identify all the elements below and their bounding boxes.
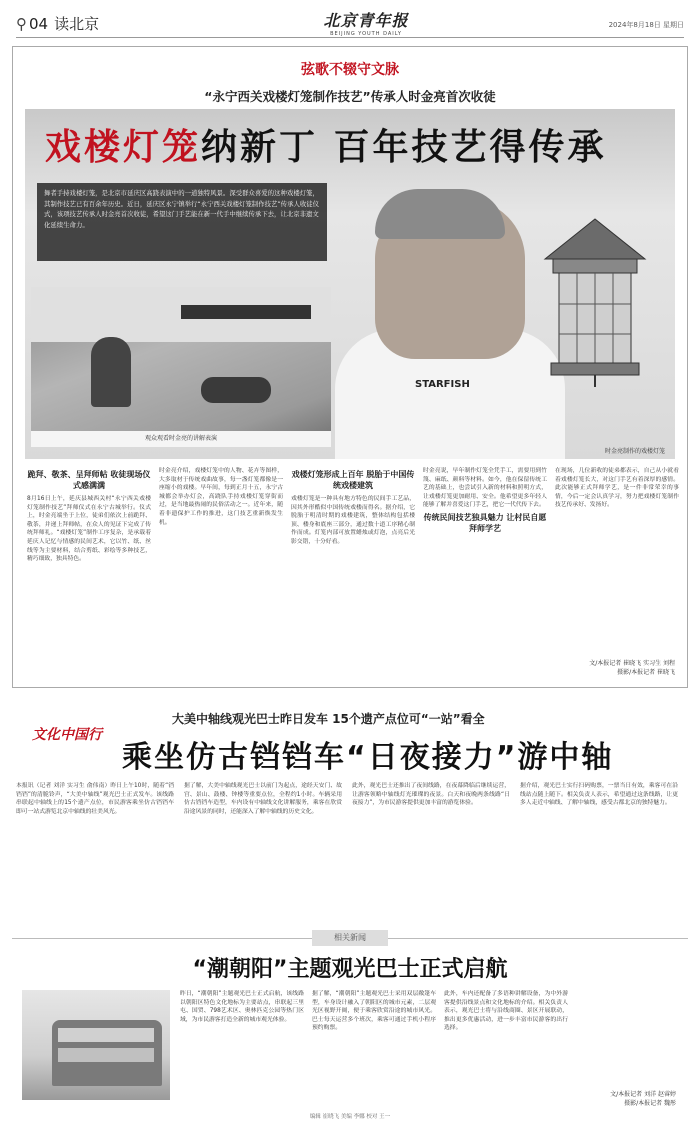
masthead-english: BEIJING YOUTH DAILY [330, 31, 402, 37]
story1-col1-heading: 跪拜、敬茶、呈拜师帖 收徒现场仪式感满满 [27, 470, 151, 490]
related-column-1: 昨日，“潮朝阳”主题观光巴士正式启航，该线路以朝阳区特色文化地标为主要站点，串联起三里屯、国贸、798艺术区、奥林匹克公园等热门区域，为市民游客打造全新的城市观光体验。 [180, 991, 304, 1023]
masthead-title: 北京青年报 [323, 11, 409, 30]
page-footer: 编辑 崔晓飞 美编 李娜 校对 王一 [309, 1114, 391, 1120]
related-title: “潮朝阳”主题观光巴士正式启航 [192, 957, 508, 982]
story1-col1-text: 8月16日上午，延庆县城西关村“永宁西关戏楼灯笼制作技艺”拜师仪式在永宁古城举行。仪式上，时金亮端坐于上位，徒弟们依次上前跪拜、敬茶，并递上拜师帖，在众人的见证下完成了传统拜师礼。“戏楼灯笼”制作工序复杂，是承载着延庆人记忆与情感的民间艺术，它以竹、纸、丝线等为主要材料，结合剪纸、彩绘等多种技艺，精巧细致，独具特色。 [27, 496, 151, 563]
story1-title-rest: 纳新丁 百年技艺得传承 [201, 127, 607, 168]
hero-banner [25, 109, 675, 459]
story2-title: 乘坐仿古铛铛车“日夜接力”游中轴 [122, 740, 614, 775]
story1-column-5 [555, 467, 679, 510]
page-number: 04 [29, 14, 49, 33]
second-story [12, 700, 688, 920]
shirt-text: STARFISH [415, 379, 470, 390]
story1-col2-text: 时金亮介绍，戏楼灯笼中的人物、花卉等图样，大多取材于传统戏曲故事，每一盏灯笼都像是一座缩小的戏楼。早年间，每到正月十五，永宁古城都会举办灯会，高跷队手持戏楼灯笼穿街而过，是当地最热闹的民俗活动之一。近年来，随着非遗保护工作的推进，这门技艺重新焕发生机。 [159, 468, 283, 526]
story2-column-4: 据介绍，观光巴士实行扫码购票，一票当日有效，乘客可在沿线站点随上随下。相关负责人表示，希望通过这条线路，让更多人走近中轴线、了解中轴线，感受古都北京的独特魅力。 [520, 783, 678, 807]
lantern-illustration [535, 209, 655, 389]
story1-col3-heading: 戏楼灯笼形成上百年 脱胎于中国传统戏楼建筑 [291, 470, 415, 490]
page-header [16, 10, 684, 38]
related-news-divider [12, 930, 688, 946]
related-news-tag: 相关新闻 [312, 930, 388, 946]
photo-sightseeing-bus [22, 990, 170, 1100]
related-column-2: 据了解，“潮朝阳”主题观光巴士采用双层敞篷车型，车身设计融入了朝阳区的城市元素，二层观光区视野开阔，便于乘客欣赏沿途的城市风光。巴士每天运营多个班次，乘客可通过手机小程序预约购票。 [312, 991, 436, 1032]
story1-col5-text: 在现场，几位新收的徒弟都表示，自己从小就看着戏楼灯笼长大，对这门手艺有着深厚的感情。此次能够正式拜师学艺，是一件非常荣幸的事情，今后一定会认真学习，努力把戏楼灯笼制作技艺传承好、发扬好。 [555, 468, 679, 509]
photo-left-caption: 观众观看时金亮的讲解表演 [31, 431, 331, 447]
story1-lead: 舞者手持戏楼灯笼，是北京市延庆区高跷表演中的一道独特风景。深受群众喜爱的这种戏楼灯笼，其制作技艺已有百余年历史。近日，延庆区永宁镇举行“永宁西关戏楼灯笼制作技艺”传承人收徒仪式，该项技艺传承人时金亮首次收徒，希望这门手艺能在新一代手中继续传承下去，让北京非遗文化延续生命力。 [37, 183, 327, 261]
story1-kicker: 弦歌不辍守文脉 [301, 62, 399, 78]
related-column-3: 此外，车内还配备了多语种讲解设备，为中外游客提供沿线景点和文化地标的介绍。相关负责人表示，观光巴士将与沿线商圈、景区开展联动，推出更多优惠活动，进一步丰富市民游客的出行选择。 [444, 991, 568, 1032]
story1-title [45, 119, 607, 170]
story1-col4-text: 时金亮说，早年制作灯笼全凭手工，需要用到竹篾、麻纸、颜料等材料。如今，他在保留传统工艺的基础上，也尝试引入新的材料和照明方式，让戏楼灯笼更加耐用、安全。他希望更多年轻人能够了解并喜爱这门手艺，把它一代代传下去。 [423, 468, 547, 509]
lead-story [12, 46, 688, 688]
story1-title-accent: 戏楼灯笼 [45, 127, 202, 168]
story1-column-1 [27, 467, 151, 564]
photo-right-caption: 时金亮制作的戏楼灯笼 [604, 448, 665, 455]
photo-performance [31, 287, 331, 447]
issue-date: 2024年8月18日 星期日 [608, 21, 684, 29]
column-logo: 文化中国行 [32, 727, 102, 743]
story1-column-4 [423, 467, 547, 538]
story1-byline: 文/本报记者 崔晓飞 实习生 刘程 摄影/本报记者 崔晓飞 [589, 660, 675, 676]
search-icon: ⚲ [16, 14, 27, 33]
section-name: 读北京 [54, 15, 100, 33]
story2-column-1: 本报讯（记者 刘洋 实习生 俞伟南）昨日上午10时，随着“铛铛铛”的清脆铃声，“大美中轴线”观光巴士正式发车。该线路串联起中轴线上的15个遗产点位，市民游客乘坐仿古铛铛车即可一站式游览北京中轴线的壮美风光。 [16, 783, 174, 815]
story1-column-2 [159, 467, 283, 527]
photo-craftsman [335, 169, 675, 459]
story2-column-2: 据了解，大美中轴线观光巴士以前门为起点，途经天安门、故宫、景山、鼓楼、钟楼等重要点位，全程约1小时。车辆采用仿古铛铛车造型，车内设有中轴线文化讲解服务，乘客在欣赏沿途风景的同时，还能深入了解中轴线的历史文化。 [184, 783, 342, 815]
story1-column-3 [291, 467, 415, 547]
story1-col5-heading: 传统民间技艺独具魅力 让村民自愿拜师学艺 [423, 512, 547, 533]
related-byline: 文/本报记者 刘洋 赵睿婷 摄影/本报记者 魏彤 [610, 1091, 676, 1107]
story1-subtitle: “永宁西关戏楼灯笼制作技艺”传承人时金亮首次收徒 [204, 89, 496, 104]
story2-kicker: 大美中轴线观光巴士昨日发车 15个遗产点位可“一站”看全 [172, 712, 485, 726]
story2-column-3: 此外，观光巴士还推出了夜间线路，在夜幕降临后继续运营，让游客领略中轴线灯光璀璨的夜景。白天和夜晚两条线路“日夜接力”，为市民游客提供更加丰富的游览体验。 [352, 783, 510, 807]
story1-col3-text: 戏楼灯笼是一种具有地方特色的民间手工艺品，因其外形酷似中国传统戏楼而得名。据介绍，它脱胎于明清时期的戏楼建筑，整体结构包括楼顶、楼身和底座三部分，通过数十道工序精心制作而成。灯笼内部可放置蜡烛或灯泡，点亮后光影交错，十分好看。 [291, 496, 415, 545]
masthead [316, 8, 416, 37]
